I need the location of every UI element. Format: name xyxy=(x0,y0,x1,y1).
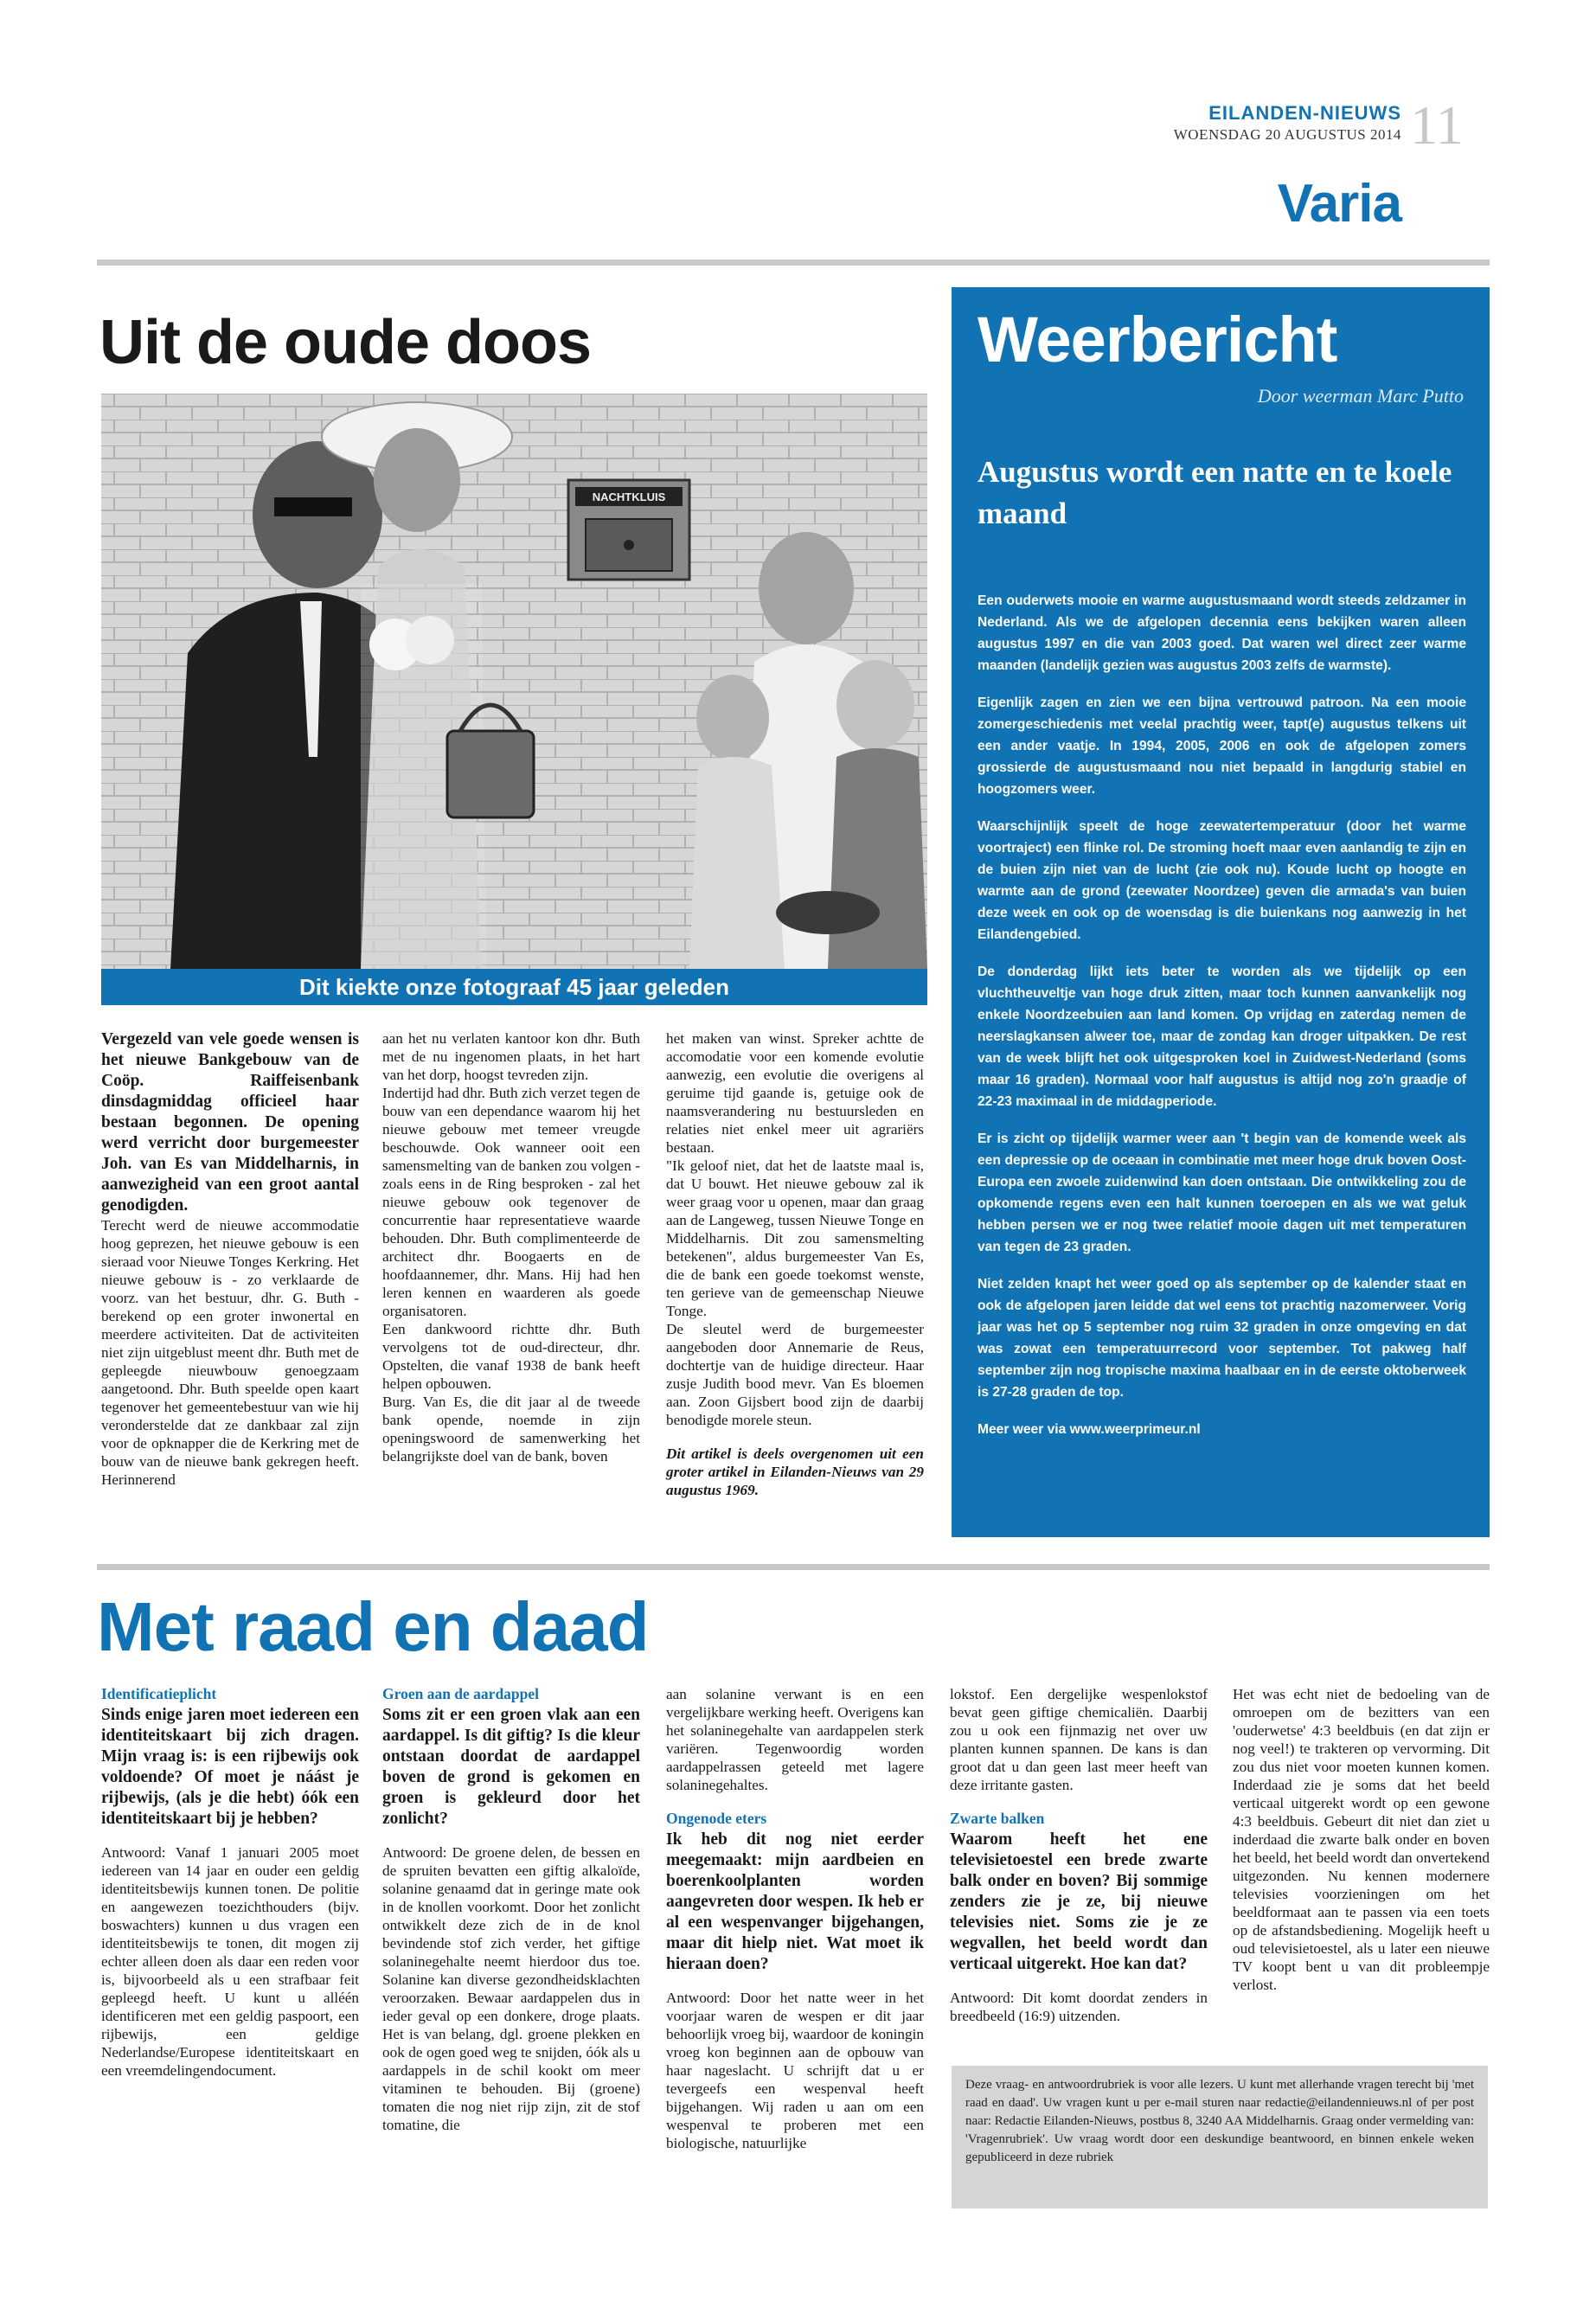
advice-column-4 xyxy=(950,1685,1208,2041)
weather-body xyxy=(977,590,1466,1456)
expert-answer-continued: Het was echt niet de bedoeling van de omroepen om de bezitters van een 'ouderwetse' 4:3 beeldbuis (en dat zijn er nog veel!) te trakteren op vervorming. Dit zou dus niet voor moeten kunnen komen. Inderdaad zie je soms dat het beeld verticaal uitgerekt wordt op een gewone 4:3 beeldbuis. Gebeurt dit niet dan ziet u inderdaad die zwarte balk onder en boven het beeld, het beeld wordt dan onvertekend uitgezonden. Nu kennen modernere televisies voorzieningen om het beeldformaat aan te passen via een toets op de afstandsbediening. Mogelijk heeft u oud televisietoestel, als u later een nieuwe TV koopt bent u van dit probleempje verlost. xyxy=(1233,1686,1490,1993)
weather-subtitle: Augustus wordt een natte en te koele maand xyxy=(977,455,1452,530)
reader-question: Sinds enige jaren moet iedereen een identiteitskaart bij zich dragen. Mijn vraag is: is een rijbewijs ook voldoende? Of moet je náást je rijbewijs, (als je die hebt) óók een identiteitskaart bij je hebben? xyxy=(101,1706,359,1828)
reader-question: Ik heb dit nog niet eerder meegemaakt: mijn aardbeien en boerenkoolplanten worden aangevreten door wespen. Ik heb er al een wespenvanger bijgehangen, maar dit hielp niet. Wat moet ik hieraan doen? xyxy=(666,1830,924,1973)
article-paragraph: "Ik geloof niet, dat het de laatste maal is, dat U bouwt. Het nieuwe gebouw zal ik weer graag voor u openen, maar dan graag aan de Langeweg, tussen Nieuwe Tonge en Middelharnis. Dit zou samensmelting betekenen", aldus burgemeester Van Es, die de bank een goede toekomst wenste, ten gerieve van de gemeenschap Nieuwe Tonge. xyxy=(666,1157,924,1319)
question-category: Zwarte balken xyxy=(950,1810,1045,1827)
rubric-notice: Deze vraag- en antwoordrubriek is voor alle lezers. U kunt met allerhande vragen terecht bij 'met raad en daad'. Uw vragen kunt u per e-mail sturen naar redactie@eilandennieuws.nl of per post naar: Redactie Eilanden-Nieuws, postbus 8, 3240 AA Middelharnis. Graag onder vermelding van: 'Vragenrubriek'. Uw vraag wordt door een deskundige beantwoord, en binnen enkele weken gepubliceerd in deze rubriek xyxy=(952,2066,1488,2208)
expert-answer: Antwoord: De groene delen, de bessen en de spruiten bevatten een giftig alkaloïde, solanine genaamd dat in geringe mate ook in de knollen voorkomt. Door het zonlicht ontwikkelt deze zich de in de knol bevindende stof zich verder, het giftige solaninegehalte neemt hierdoor dus toe. Solanine kan diverse gezondheidsklachten veroorzaken. Bewaar aardappelen dus in ieder geval op een donkere, droge plaats. Het is van belang, dgl. groene plekken en ook de ogen goed weg te snijden, óók als u aardappels in de schil kookt om meer vitaminen te behouden. Bij (groene) tomaten die nog niet rijp zijn, zit de stof tomatine, die xyxy=(382,1844,640,2133)
middle-divider xyxy=(97,1564,1490,1570)
article-column-2 xyxy=(382,1029,640,1465)
article-paragraph: het maken van winst. Spreker achtte de accomodatie voor een komende evolutie aanwezig, een evolutie die overigens al geruime tijd gaande is, getuige ook de naamsverandering nu bestuursleden en relaties niet enkel meer uit agrariërs bestaan. xyxy=(666,1030,924,1156)
question-category: Identificatieplicht xyxy=(101,1685,217,1702)
article-headline: Uit de oude doos xyxy=(99,308,591,377)
expert-answer: Antwoord: Dit komt doordat zenders in breedbeeld (16:9) uitzenden. xyxy=(950,1990,1208,2024)
advice-column-3 xyxy=(666,1685,924,2168)
section-title: Varia xyxy=(1277,174,1401,234)
article-paragraph: Burg. Van Es, die dit jaar al de tweede bank opende, noemde in zijn openingswoord de samenwerking het belangrijkste doel van de bank, boven xyxy=(382,1394,640,1465)
article-column-3 xyxy=(666,1029,924,1499)
advice-column-5 xyxy=(1233,1685,1490,2009)
weather-paragraph: Niet zelden knapt het weer goed op als september op de kalender staat en ook de afgelopen jaren leidde dat wel eens tot prachtig nazomerweer. Vorig jaar was het op 5 september nog ruim 32 graden in onze omgeving en dat was zowat een temperatuurrecord voor september. Tot pakweg half september zijn nog tropische maxima haalbaar en in de eerste oktoberweek is 27-28 graden de top. xyxy=(977,1277,1466,1400)
advice-section-title: Met raad en daad xyxy=(97,1588,649,1665)
reader-question: Waarom heeft het ene televisietoestel een brede zwarte balk onder en boven? Bij sommige zenders zie je ze, bij nieuwe televisies niet. Soms zie je ze wegvallen, het beeld wordt dan verticaal uitgerekt. Hoe kan dat? xyxy=(950,1830,1208,1973)
reader-question: Soms zit er een groen vlak aan een aardappel. Is dit giftig? Is die kleur ontstaan doordat de aardappel boven de grond is gekomen en groen is gekleurd door het zonlicht? xyxy=(382,1706,640,1828)
advice-column-1 xyxy=(101,1685,359,2095)
weather-link-text: Meer weer via www.weerprimeur.nl xyxy=(977,1422,1201,1437)
article-paragraph: aan het nu verlaten kantoor kon dhr. Buth met de nu ingenomen plaats, in het hart van het dorp, hoogst tevreden zijn. xyxy=(382,1030,640,1083)
article-column-1 xyxy=(101,1029,359,1489)
advice-column-2 xyxy=(382,1685,640,2150)
photo-sign: NACHTKLUIS xyxy=(592,490,666,503)
article-paragraph: Terecht werd de nieuwe accommodatie hoog geprezen, het nieuwe gebouw is een sieraad voor Nieuwe Tonges Kerkring. Het nieuwe gebouw is - zo verklaarde de voorz. van het bestuur, dhr. G. Buth - berekend op een groter inwonertal en meerdere activiteiten. Dat de activiteiten niet zijn uitgeblust meent dhr. Buth met de gepleegde nieuwbouw genoegzaam aangetoond. Dhr. Buth speelde open kaart tegenover het gemeentebestuur van wie hij veronderstelde dat ze dankbaar zal zijn voor de opknapper die de Kerkring met de bouw van de nieuwe bank gekregen heeft. Herinnerend xyxy=(101,1217,359,1488)
weather-byline: Door weerman Marc Putto xyxy=(1257,385,1464,407)
article-paragraph: De sleutel werd de burgemeester aangeboden door Annemarie de Reus, dochtertje van de huidige directeur. Haar zusje Judith bood mevr. Van Es bloemen aan. Zoon Gijsbert bood zijn de daarbij benodigde morele steun. xyxy=(666,1321,924,1428)
top-divider xyxy=(97,260,1490,266)
newspaper-logo: EILANDEN-NIEUWS xyxy=(1208,102,1401,124)
article-paragraph: Indertijd had dhr. Buth zich verzet tegen de bouw van een dependance waarom hij het nieuwe gebouw met temeer vreugde beschouwde. Ook wanneer ooit een samensmelting van de banken zou volgen - zoals eens in de Ring besproken - zal het nieuwe gebouw ook tegenover de concurrentie haar representatieve waarde behouden. Dhr. Buth complimenteerde de architect dhr. Boogaerts en de hoofdaannemer, dhr. Mans. Hij had hen leren kennen en waarderen als goede organisatoren. xyxy=(382,1085,640,1319)
masthead xyxy=(1151,102,1401,144)
weather-box xyxy=(952,287,1490,1537)
expert-answer: Antwoord: Door het natte weer in het voorjaar waren de wespen er dit jaar behoorlijk vroeg bij, waardoor de koningin vroeg kon beginnen aan de opbouw van haar nageslacht. U schrijft dat u er tevergeefs een wespenval heeft bijgehangen. Wij raden u aan om een wespenval te proberen met een biologische, natuurlijke xyxy=(666,1990,924,2151)
weather-title: Weerbericht xyxy=(977,304,1337,375)
photo-caption: Dit kiekte onze fotograaf 45 jaar geleden xyxy=(101,969,927,1005)
article-source-note: Dit artikel is deels overgenomen uit een groter artikel in Eilanden-Nieuws van 29 augustus 1969. xyxy=(666,1445,924,1498)
question-category: Groen aan de aardappel xyxy=(382,1685,540,1702)
article-paragraph: Een dankwoord richtte dhr. Buth vervolgens tot de oud-directeur, dhr. Opstelten, die vanaf 1938 de bank heeft helpen opbouwen. xyxy=(382,1321,640,1392)
issue-date: WOENSDAG 20 AUGUSTUS 2014 xyxy=(1173,126,1401,143)
weather-paragraph: Er is zicht op tijdelijk warmer weer aan 't begin van de komende week als een depressie op de oceaan in combinatie met meer hoge druk boven Oost-Europa een zwoele zuidenwind kan doen ontstaan. Die ontwikkeling zou de opkomende regens even een halt kunnen toeroepen en als we wat geluk hebben persen we er nog twee relatief mooie dagen uit met temperaturen van tegen de 23 graden. xyxy=(977,1131,1466,1254)
weather-paragraph: Waarschijnlijk speelt de hoge zeewatertemperatuur (door het warme voortraject) een flinke rol. De stroming hoeft maar even aanlandig te zijn en de buien zijn niet van de lucht (zie ook nu). Koude lucht op hoogte en warmte aan de grond (zeewater Noordzee) geven die armada's van buien deze week en ook op de woensdag is die buienkans nog aanwezig in het Eilandengebied. xyxy=(977,819,1466,942)
weather-paragraph: Een ouderwets mooie en warme augustusmaand wordt steeds zeldzamer in Nederland. Als we de afgelopen decennia eens bekijken waren alleen augustus 1997 en die van 2003 goed. Dat waren wel direct zeer warme maanden (landelijk gezien was augustus 2003 zelfs de warmste). xyxy=(977,593,1466,673)
article-lead: Vergezeld van vele goede wensen is het nieuwe Bankgebouw van de Coöp. Raiffeisenbank dinsdagmiddag officieel haar bestaan begonnen. De opening werd verricht door burgemeester Joh. van Es van Middelharnis, in aanwezigheid van een groot aantal genodigden. xyxy=(101,1030,359,1215)
expert-answer: Antwoord: Vanaf 1 januari 2005 moet iedereen van 14 jaar en ouder een geldig identiteitsbewijs kunnen tonen. De politie en aangewezen toezichthouders (bijv. boswachters) kunnen u dus vragen een identiteitsbewijs te tonen, dit mogen zij echter alleen doen als daar een reden voor is, bijvoorbeeld als u een strafbaar feit gepleegd heeft. U kunt u alléén identificeren met een geldig paspoort, een rijbewijs, een geldige Nederlandse/Europese identiteitskaart en een vreemdelingendocument. xyxy=(101,1844,359,2079)
question-category: Ongenode eters xyxy=(666,1810,767,1827)
weather-paragraph: De donderdag lijkt iets beter te worden als we tijdelijk op een vluchtheuveltje van hoge druk zitten, maar toch kunnen aanvankelijk nog enkele Noordzeebuien aan land komen. Op vrijdag en zaterdag nemen de neerslagkansen alweer toe, maar de zondag kan droger uitpakken. De rest van de week blijft het ook uitgesproken koel in Zuidwest-Nederland (soms maar 16 graden). Normaal voor half augustus is altijd nog zo'n graadje of 22-23 maximaal in de middagperiode. xyxy=(977,965,1466,1109)
expert-answer-continued: aan solanine verwant is en een vergelijkbare werking heeft. Overigens kan het solaninegehalte van aardappelen sterk variëren. Tegenwoordig worden aardappelrassen geteeld met lagere solaninegehaltes. xyxy=(666,1686,924,1793)
weather-paragraph: Eigenlijk zagen en zien we een bijna vertrouwd patroon. Na een mooie zomergeschiedenis met veelal prachtig weer, tapt(e) augustus telkens uit een ander vaatje. In 1994, 2005, 2006 en ook de afgelopen zomers grossierde de augustusmaand nou niet bepaald in langdurig stabiel en hoogzomers weer. xyxy=(977,695,1466,797)
historic-photo xyxy=(101,394,927,969)
page-number: 11 xyxy=(1410,94,1464,156)
expert-answer-continued: lokstof. Een dergelijke wespenlokstof bevat geen giftige chemicaliën. Daarbij zou u ook een fijnmazig net over uw planten kunnen spannen. De kans is dan groot dat u dan geen last meer heeft van deze irritante gasten. xyxy=(950,1686,1208,1793)
